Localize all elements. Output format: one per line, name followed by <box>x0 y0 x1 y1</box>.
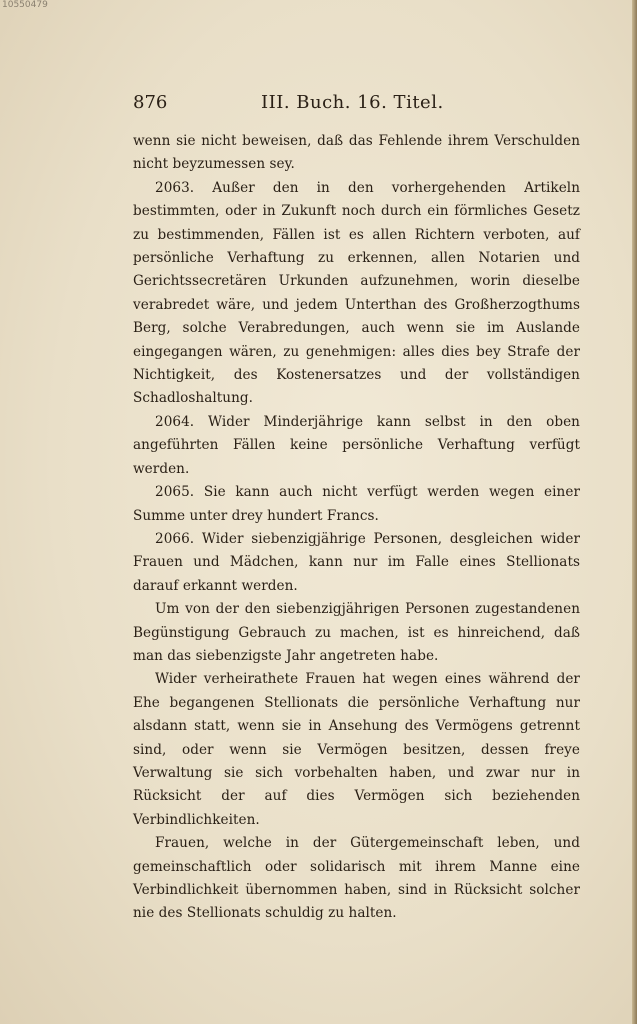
paragraph-continuation: wenn sie nicht beweisen, daß das Fehlende ihrem Verschulden nicht beyzumessen sey. <box>133 133 580 173</box>
article-2065: 2065. Sie kann auch nicht verfügt werden wegen einer Summe unter drey hundert Francs. <box>133 484 580 524</box>
page-number: 876 <box>133 92 168 113</box>
article-2064: 2064. Wider Minderjährige kann selbst in den oben angeführten Fällen keine persönliche Verhaftung verfügt werden. <box>133 413 580 477</box>
article-2066: 2066. Wider siebenzigjährige Personen, desgleichen wider Frauen und Mädchen, kann nur im Falle eines Stellionats darauf erkannt werden. <box>133 530 580 594</box>
page-edge-shadow <box>632 0 637 1024</box>
paragraph-seventy-years: Um von der den siebenzigjährigen Personen zugestandenen Begünstigung Gebrauch zu machen, ist es hinreichend, daß man das siebenzigste Jahr angetreten habe. <box>133 601 580 664</box>
scan-identifier: 10550479 <box>2 0 48 10</box>
body-text <box>133 130 580 926</box>
page-header <box>133 92 583 118</box>
running-head: III. Buch. 16. Titel. <box>261 92 444 113</box>
article-2063: 2063. Außer den in den vorhergehenden Artikeln bestimmten, oder in Zukunft noch durch ein förmliches Gesetz zu bestimmenden, Fällen ist es allen Richtern verboten, auf persönliche Verhaftung zu erkennen, allen Notarien und Gerichtssecretären Urkunden aufzunehmen, worin dieselbe verabredet wäre, und jedem Unterthan des Großherzogthums Berg, solche Verabredungen, auch wenn sie im Auslande eingegangen wären, zu genehmigen: alles dies bey Strafe der Nichtigkeit, des Kostenersatzes und der vollständigen Schadloshaltung. <box>133 179 580 407</box>
paragraph-community-property: Frauen, welche in der Gütergemeinschaft leben, und gemeinschaftlich oder solidarisch mit ihrem Manne eine Verbindlichkeit übernommen haben, sind in Rücksicht solcher nie des Stellionats schuldig zu halten. <box>133 835 580 922</box>
paragraph-married-women: Wider verheirathete Frauen hat wegen eines während der Ehe begangenen Stellionats die persönliche Verhaftung nur alsdann statt, wenn sie in Ansehung des Vermögens getrennt sind, oder wenn sie Vermögen besitzen, dessen freye Verwaltung sie sich vorbehalten haben, und zwar nur in Rücksicht der auf dies Vermögen sich beziehenden Verbindlichkeiten. <box>133 671 580 828</box>
